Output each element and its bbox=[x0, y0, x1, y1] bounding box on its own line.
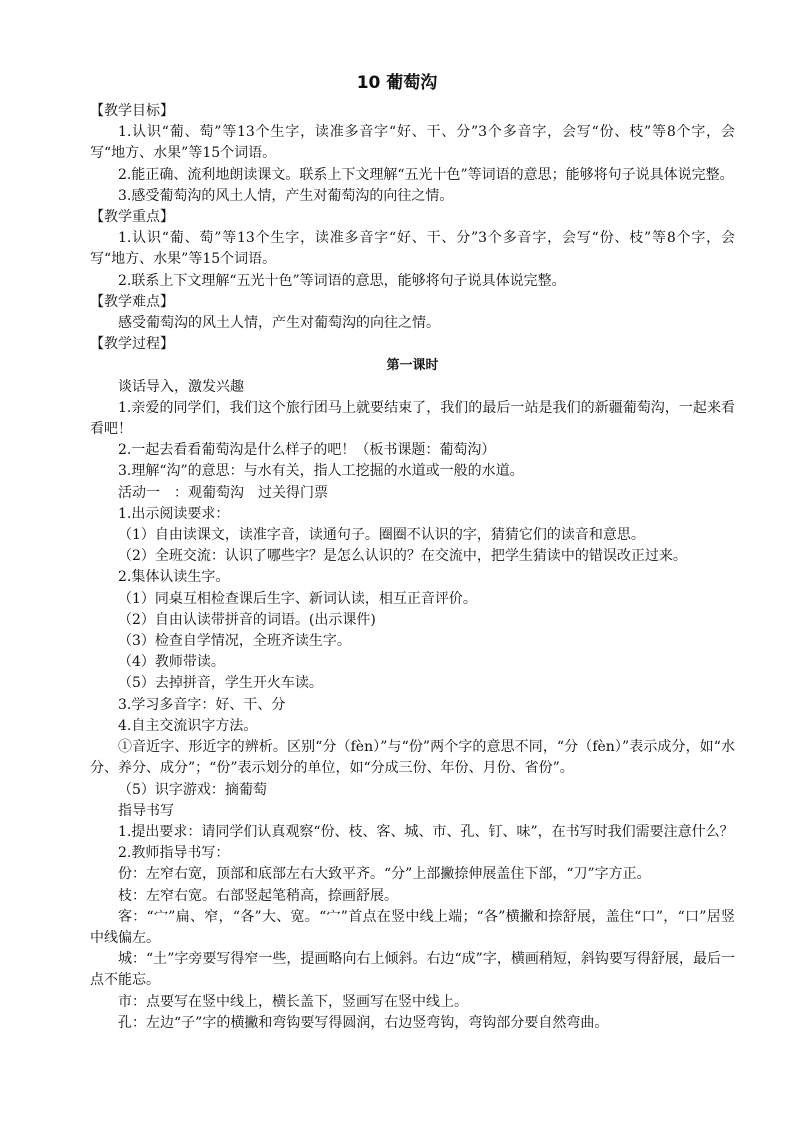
paragraph: 3.理解“沟”的意思：与水有关，指人工挖掘的水道或一般的水道。 bbox=[118, 463, 524, 480]
lesson-heading: 第一课时 bbox=[386, 358, 439, 374]
section-heading: 【教学难点】 bbox=[90, 293, 174, 310]
paragraph: 指导书写 bbox=[118, 802, 174, 819]
paragraph: 城：“土”字旁要写得窄一些，提画略向右上倾斜。右边“成”字，横画稍短，斜钩要写得舒展，最后一点不能忘。 bbox=[90, 951, 735, 989]
paragraph: 1.出示阅读要求： bbox=[118, 505, 230, 522]
paragraph: 客：“宀”扁、窄，“各”大、宽。“宀”首点在竖中线上端；“各”横撇和捺舒展，盖住“口”，“口”居竖中线偏左。 bbox=[90, 908, 735, 946]
paragraph: 2.教师指导书写： bbox=[118, 845, 230, 862]
paragraph: 2.联系上下文理解“五光十色”等词语的意思，能够将句子说具体说完整。 bbox=[118, 272, 566, 289]
paragraph: 3.感受葡萄沟的风土人情，产生对葡萄沟的向往之情。 bbox=[118, 187, 454, 204]
paragraph: （2）自由认读带拼音的词语。(出示课件) bbox=[118, 611, 376, 628]
paragraph: 4.自主交流识字方法。 bbox=[118, 717, 258, 734]
paragraph: 活动一 ：观葡萄沟 过关得门票 bbox=[118, 484, 328, 501]
paragraph: （2）全班交流：认识了哪些字？是怎么认识的？在交流中，把学生猜读中的错误改正过来。 bbox=[118, 548, 687, 565]
paragraph: 感受葡萄沟的风土人情，产生对葡萄沟的向往之情。 bbox=[118, 315, 440, 332]
paragraph: 2.集体认读生字。 bbox=[118, 569, 230, 586]
paragraph: （1）同桌互相检查课后生字、新词认读，相互正音评价。 bbox=[118, 590, 477, 607]
paragraph: 枝：左窄右宽。右部竖起笔稍高，捺画舒展。 bbox=[118, 887, 398, 904]
paragraph: 1.认识“葡、萄”等13个生字，读准多音字“好、干、分”3个多音字，会写“份、枝”等8个字，会写“地方、水果”等15个词语。 bbox=[90, 230, 735, 268]
paragraph: 1.亲爱的同学们，我们这个旅行团马上就要结束了，我们的最后一站是我们的新疆葡萄沟，一起来看看吧！ bbox=[90, 399, 735, 438]
paragraph: 3.学习多音字：好、干、分 bbox=[118, 696, 286, 713]
document-title: 10 葡萄沟 bbox=[356, 73, 438, 93]
paragraph: （5）识字游戏：摘葡萄 bbox=[118, 781, 267, 798]
section-heading: 【教学过程】 bbox=[90, 336, 174, 353]
paragraph: 份：左窄右宽，顶部和底部左右大致平齐。“分”上部撇捺伸展盖住下部，“刀”字方正。 bbox=[118, 866, 651, 883]
paragraph: （4）教师带读。 bbox=[118, 654, 225, 671]
section-heading: 【教学重点】 bbox=[90, 209, 174, 226]
paragraph: 谈话导入，激发兴趣 bbox=[118, 378, 244, 395]
paragraph: ①音近字、形近字的辨析。区别“分（fèn）”与“份”两个字的意思不同，“分（fèn）”表示成分，如“水分、养分、成分”；“份”表示划分的单位，如“分成三份、年份、月份、省份”。 bbox=[90, 739, 735, 777]
paragraph: 1.提出要求：请同学们认真观察“份、枝、客、城、市、孔、钉、味”，在书写时我们需要注意什么？ bbox=[118, 823, 734, 840]
paragraph: 孔：左边“子”字的横撇和弯钩要写得圆润，右边竖弯钩，弯钩部分要自然弯曲。 bbox=[118, 1014, 609, 1031]
paragraph: 2.能正确、流利地朗读课文。联系上下文理解“五光十色”等词语的意思；能够将句子说具体说完整。 bbox=[118, 166, 734, 183]
paragraph: 1.认识“葡、萄”等13个生字，读准多音字“好、干、分”3个多音字，会写“份、枝”等8个字，会写“地方、水果”等15个词语。 bbox=[90, 124, 735, 162]
paragraph: 市：点要写在竖中线上，横长盖下，竖画写在竖中线上。 bbox=[118, 993, 468, 1010]
paragraph: （5）去掉拼音，学生开火车读。 bbox=[118, 675, 323, 692]
document-body bbox=[90, 101, 735, 1034]
paragraph: 2.一起去看看葡萄沟是什么样子的吧！（板书课题：葡萄沟） bbox=[118, 442, 496, 459]
paragraph: （1）自由读课文，读准字音，读通句子。圈圈不认识的字，猜猜它们的读音和意思。 bbox=[118, 527, 645, 544]
paragraph: （3）检查自学情况，全班齐读生字。 bbox=[118, 633, 351, 650]
section-heading: 【教学目标】 bbox=[90, 103, 174, 119]
